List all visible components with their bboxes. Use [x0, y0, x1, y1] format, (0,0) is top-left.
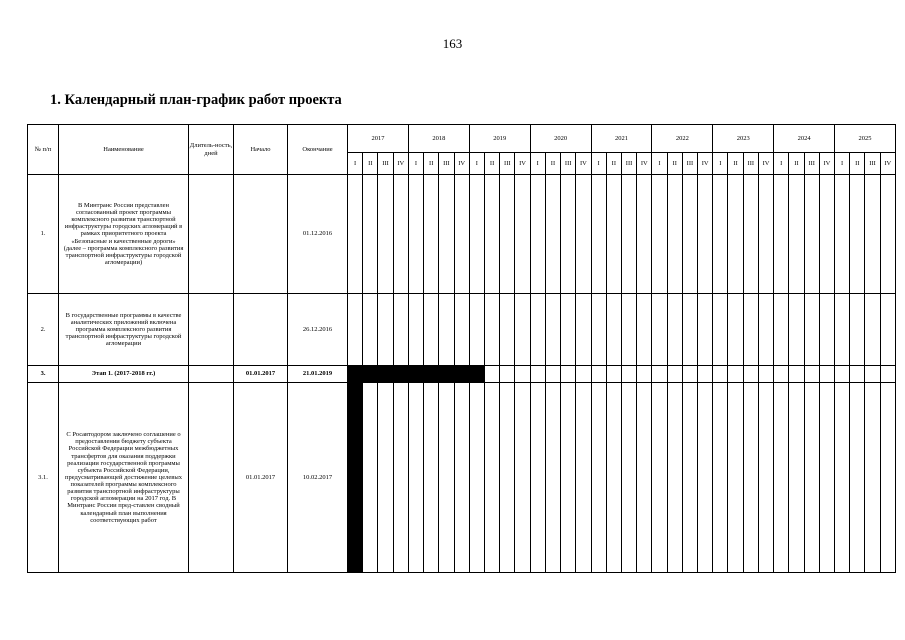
gantt-cell [865, 366, 880, 383]
gantt-cell [728, 175, 743, 294]
quarter-header: III [621, 153, 636, 175]
gantt-bar-cell [393, 366, 408, 383]
gantt-cell [348, 294, 363, 366]
year-header: 2020 [530, 125, 591, 153]
gantt-bar-cell [439, 366, 454, 383]
quarter-header: II [606, 153, 621, 175]
quarter-header: IV [515, 153, 530, 175]
gantt-cell [393, 175, 408, 294]
gantt-cell [804, 175, 819, 294]
quarter-header: I [469, 153, 484, 175]
gantt-cell [789, 383, 804, 573]
gantt-cell [408, 383, 423, 573]
gantt-bar-cell [408, 366, 423, 383]
gantt-cell [363, 383, 378, 573]
gantt-cell [500, 294, 515, 366]
gantt-cell [591, 366, 606, 383]
gantt-bar-cell [454, 366, 469, 383]
quarter-header: III [743, 153, 758, 175]
gantt-cell [667, 366, 682, 383]
gantt-cell [758, 383, 773, 573]
quarter-header: IV [637, 153, 652, 175]
gantt-cell [530, 294, 545, 366]
gantt-cell [500, 383, 515, 573]
gantt-cell [621, 366, 636, 383]
gantt-cell [819, 383, 834, 573]
gantt-cell [865, 383, 880, 573]
gantt-cell [378, 175, 393, 294]
quarter-header: IV [576, 153, 591, 175]
gantt-cell [819, 366, 834, 383]
quarter-header: II [667, 153, 682, 175]
gantt-cell [469, 383, 484, 573]
gantt-cell [698, 175, 713, 294]
quarter-header: II [728, 153, 743, 175]
quarter-header: III [561, 153, 576, 175]
row-start-date: 01.01.2017 [234, 366, 288, 383]
gantt-cell [743, 294, 758, 366]
gantt-cell [439, 175, 454, 294]
gantt-bar-cell [378, 366, 393, 383]
table-row [28, 294, 896, 366]
gantt-cell [835, 175, 850, 294]
quarter-header: I [652, 153, 667, 175]
gantt-cell [789, 366, 804, 383]
gantt-cell [561, 294, 576, 366]
quarter-header: IV [819, 153, 834, 175]
row-name: В государственные программы в качестве аналитических приложений включена программа комплексного развития транспортной инфраструктуры городской агломерации [59, 294, 189, 366]
gantt-cell [774, 294, 789, 366]
gantt-cell [576, 175, 591, 294]
gantt-cell [515, 175, 530, 294]
gantt-cell [348, 175, 363, 294]
quarter-header: III [865, 153, 880, 175]
gantt-cell [576, 383, 591, 573]
gantt-cell [621, 294, 636, 366]
row-number: 3.1. [28, 383, 59, 573]
gantt-cell [789, 175, 804, 294]
gantt-cell [439, 383, 454, 573]
row-duration [189, 175, 234, 294]
year-header: 2017 [348, 125, 409, 153]
section-heading: 1. Календарный план-график работ проекта [50, 92, 342, 108]
gantt-cell [454, 294, 469, 366]
gantt-cell [378, 383, 393, 573]
gantt-bar-cell [469, 366, 484, 383]
quarter-header: III [378, 153, 393, 175]
gantt-cell [621, 175, 636, 294]
gantt-cell [469, 294, 484, 366]
gantt-cell [804, 383, 819, 573]
row-start-date [234, 175, 288, 294]
gantt-cell [484, 175, 499, 294]
gantt-cell [637, 175, 652, 294]
gantt-cell [545, 175, 560, 294]
quarter-header: II [545, 153, 560, 175]
header-start: Начало [234, 125, 288, 175]
gantt-cell [545, 366, 560, 383]
gantt-cell [424, 383, 439, 573]
gantt-cell [682, 366, 697, 383]
gantt-cell [758, 175, 773, 294]
gantt-cell [606, 294, 621, 366]
header-row-years [28, 125, 896, 153]
gantt-cell [393, 383, 408, 573]
year-header: 2021 [591, 125, 652, 153]
gantt-cell [484, 294, 499, 366]
quarter-header: I [408, 153, 423, 175]
gantt-cell [621, 383, 636, 573]
gantt-cell [804, 366, 819, 383]
row-end-date: 10.02.2017 [288, 383, 348, 573]
gantt-cell [408, 294, 423, 366]
row-end-date: 21.01.2019 [288, 366, 348, 383]
gantt-cell [469, 175, 484, 294]
gantt-cell [880, 366, 895, 383]
row-name: Этап 1. (2017-2018 гг.) [59, 366, 189, 383]
quarter-header: IV [454, 153, 469, 175]
gantt-cell [743, 383, 758, 573]
gantt-cell [652, 383, 667, 573]
quarter-header: III [439, 153, 454, 175]
gantt-cell [743, 175, 758, 294]
gantt-cell [667, 383, 682, 573]
row-number: 1. [28, 175, 59, 294]
gantt-cell [835, 294, 850, 366]
gantt-cell [515, 383, 530, 573]
year-header: 2023 [713, 125, 774, 153]
gantt-cell [591, 294, 606, 366]
row-number: 3. [28, 366, 59, 383]
year-header: 2022 [652, 125, 713, 153]
gantt-cell [591, 175, 606, 294]
row-duration [189, 294, 234, 366]
quarter-header: I [348, 153, 363, 175]
gantt-cell [789, 294, 804, 366]
gantt-cell [698, 294, 713, 366]
gantt-cell [561, 383, 576, 573]
row-name: В Минтранс России представлен согласованный проект программы комплексного развития транспортной инфраструктуры городских агломераций в рамках приоритетного проекта «Безопасные и качественные дороги» (далее – программа комплексного развития транспортной инфраструктуры городской агломерации) [59, 175, 189, 294]
gantt-cell [637, 383, 652, 573]
gantt-cell [606, 175, 621, 294]
gantt-cell [484, 383, 499, 573]
gantt-cell [652, 366, 667, 383]
gantt-cell [454, 383, 469, 573]
gantt-cell [667, 175, 682, 294]
gantt-cell [774, 175, 789, 294]
gantt-cell [774, 383, 789, 573]
gantt-bar-cell [348, 383, 363, 573]
row-number: 2. [28, 294, 59, 366]
gantt-cell [576, 366, 591, 383]
row-duration [189, 366, 234, 383]
gantt-cell [713, 175, 728, 294]
gantt-cell [576, 294, 591, 366]
gantt-cell [545, 294, 560, 366]
quarter-header: III [804, 153, 819, 175]
gantt-cell [819, 294, 834, 366]
gantt-cell [682, 175, 697, 294]
gantt-cell [363, 175, 378, 294]
gantt-cell [713, 383, 728, 573]
quarter-header: II [789, 153, 804, 175]
gantt-cell [850, 383, 865, 573]
row-end-date: 01.12.2016 [288, 175, 348, 294]
gantt-cell [484, 366, 499, 383]
gantt-cell [454, 175, 469, 294]
schedule-table [27, 124, 896, 573]
gantt-cell [819, 175, 834, 294]
year-header: 2024 [774, 125, 835, 153]
table-row [28, 175, 896, 294]
gantt-cell [652, 294, 667, 366]
quarter-header: IV [880, 153, 895, 175]
row-start-date [234, 294, 288, 366]
gantt-cell [530, 383, 545, 573]
gantt-cell [682, 383, 697, 573]
gantt-cell [591, 383, 606, 573]
quarter-header: II [363, 153, 378, 175]
gantt-cell [606, 366, 621, 383]
gantt-cell [850, 175, 865, 294]
gantt-cell [515, 366, 530, 383]
page-number: 163 [442, 36, 463, 51]
gantt-cell [637, 366, 652, 383]
header-end: Окончание [288, 125, 348, 175]
gantt-cell [835, 366, 850, 383]
gantt-cell [850, 294, 865, 366]
gantt-cell [728, 294, 743, 366]
gantt-cell [743, 366, 758, 383]
gantt-cell [865, 175, 880, 294]
header-num: № п/п [28, 125, 59, 175]
row-end-date: 26.12.2016 [288, 294, 348, 366]
quarter-header: II [850, 153, 865, 175]
quarter-header: II [484, 153, 499, 175]
gantt-cell [865, 294, 880, 366]
gantt-cell [363, 294, 378, 366]
quarter-header: IV [393, 153, 408, 175]
gantt-cell [424, 175, 439, 294]
row-duration [189, 383, 234, 573]
gantt-cell [713, 366, 728, 383]
gantt-cell [545, 383, 560, 573]
gantt-cell [850, 366, 865, 383]
gantt-cell [424, 294, 439, 366]
gantt-bar-cell [363, 366, 378, 383]
gantt-bar-cell [424, 366, 439, 383]
header-name: Наименование [59, 125, 189, 175]
year-header: 2019 [469, 125, 530, 153]
quarter-header: I [591, 153, 606, 175]
row-name: С Росавтодором заключено соглашение о предоставлении бюджету субъекта Российской Федерации межбюджетных трансфертов для оказания поддержки реализации государственной программы субъекта Российской Федерации, предусматривающей достижение целевых показателей программы комплексного развития транспортной инфраструктуры городской агломерации на 2017 год. В Минтранс России пред-ставлен сводный календарный план выполнения соответствующих работ [59, 383, 189, 573]
table-row [28, 383, 896, 573]
gantt-cell [393, 294, 408, 366]
quarter-header: I [835, 153, 850, 175]
year-header: 2025 [835, 125, 896, 153]
year-header: 2018 [408, 125, 469, 153]
gantt-cell [561, 366, 576, 383]
gantt-cell [500, 366, 515, 383]
gantt-cell [835, 383, 850, 573]
gantt-cell [728, 366, 743, 383]
gantt-cell [667, 294, 682, 366]
gantt-cell [637, 294, 652, 366]
quarter-header: IV [758, 153, 773, 175]
gantt-cell [439, 294, 454, 366]
gantt-cell [880, 294, 895, 366]
gantt-cell [378, 294, 393, 366]
quarter-header: II [424, 153, 439, 175]
table-row [28, 366, 896, 383]
schedule-table-container [27, 124, 896, 573]
gantt-bar-cell [348, 366, 363, 383]
gantt-cell [728, 383, 743, 573]
gantt-cell [804, 294, 819, 366]
gantt-cell [408, 175, 423, 294]
gantt-cell [530, 366, 545, 383]
gantt-cell [530, 175, 545, 294]
quarter-header: I [774, 153, 789, 175]
gantt-cell [606, 383, 621, 573]
gantt-cell [880, 175, 895, 294]
gantt-cell [880, 383, 895, 573]
gantt-cell [561, 175, 576, 294]
gantt-cell [682, 294, 697, 366]
quarter-header: I [713, 153, 728, 175]
quarter-header: IV [698, 153, 713, 175]
row-start-date: 01.01.2017 [234, 383, 288, 573]
gantt-cell [698, 366, 713, 383]
quarter-header: III [682, 153, 697, 175]
gantt-cell [758, 366, 773, 383]
gantt-cell [774, 366, 789, 383]
gantt-cell [758, 294, 773, 366]
gantt-cell [713, 294, 728, 366]
gantt-cell [515, 294, 530, 366]
gantt-cell [500, 175, 515, 294]
gantt-cell [652, 175, 667, 294]
quarter-header: I [530, 153, 545, 175]
gantt-cell [698, 383, 713, 573]
header-duration: Длитель-ность, дней [189, 125, 234, 175]
quarter-header: III [500, 153, 515, 175]
